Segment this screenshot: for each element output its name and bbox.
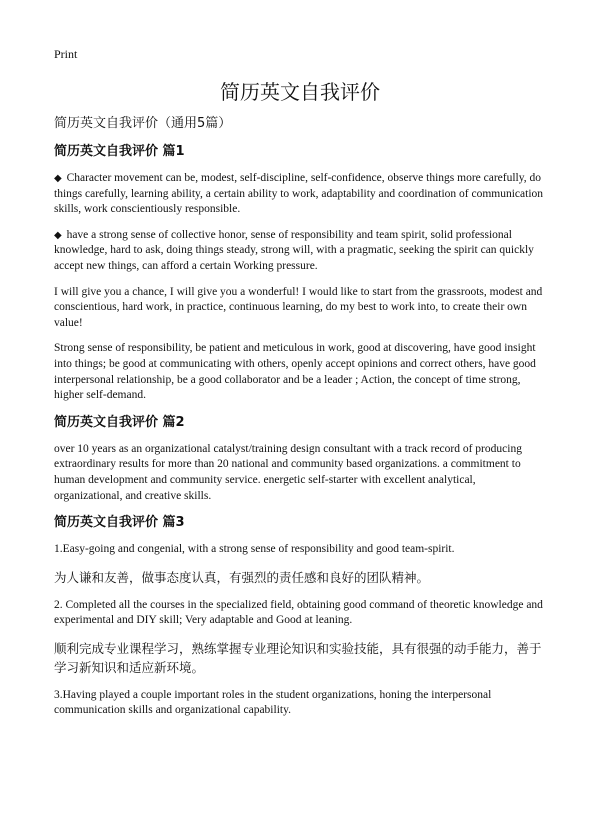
paragraph: 1.Easy-going and congenial, with a strong sense of responsibility and good team-spirit. [54,543,455,556]
section-3 [54,514,546,719]
paragraph: Strong sense of responsibility, be patient and meticulous in work, good at discovering, have good insight into things; be good at communicating with others, openly accept opinions and correct others, have good interpersonal relationship, be a good collaborator and be a leader ; Action, the concept of time strong, higher self-demand. [54,342,536,402]
document-subtitle: 简历英文自我评价（通用5篇） [54,116,232,131]
paragraph-chinese: 为人谦和友善，做事态度认真，有强烈的责任感和良好的团队精神。 [54,569,430,585]
section-2 [54,414,546,504]
paragraph-text: have a strong sense of collective honor, sense of responsibility and team spirit, solid professional knowledge, hard to ask, doing things steady, strong will, with a pragmatic, seeking the spirit can quickly accept new things, can afford a certain Working pressure. [54,228,534,272]
document-page [54,44,546,729]
document-title: 简历英文自我评价 [220,80,380,104]
paragraph [54,228,546,275]
paragraph-text: Character movement can be, modest, self-discipline, self-confidence, observe things more carefully, do things carefully, learning ability, a certain ability to work, adaptability and coordination of communication skills, work conscientiously responsible. [54,172,544,216]
section-heading: 简历英文自我评价 篇3 [54,515,185,531]
paragraph: 2. Completed all the courses in the specialized field, obtaining good command of theoretic knowledge and experimental and DIY skill; Very adaptable and Good at leaning. [54,598,543,627]
section-heading: 简历英文自我评价 篇1 [54,144,185,159]
paragraph: I will give you a chance, I will give you a wonderful! I would like to start from the grassroots, modest and conscientious, hard work, in practice, continuous learning, do my best to work into, to create their own value! [54,285,543,329]
print-label[interactable]: Print [54,47,78,61]
section-heading: 简历英文自我评价 篇2 [54,414,185,430]
paragraph: 3.Having played a couple important roles in the student organizations, honing the interpersonal communication skills and organizational capability. [54,688,492,717]
diamond-bullet-icon: ◆ [54,173,62,184]
paragraph-chinese: 顺利完成专业课程学习，熟练掌握专业理论知识和实验技能，具有很强的动手能力，善于学习新知识和适应新环境。 [54,640,542,675]
section-1 [54,143,546,404]
paragraph: over 10 years as an organizational catalyst/training design consultant with a track record of producing extraordinary results for more than 20 national and community based organizations. a commitment to human development and community service. energetic self-starter with excellent analytical, organizational, and creative skills. [54,442,522,502]
diamond-bullet-icon: ◆ [54,229,62,241]
paragraph [54,171,546,218]
